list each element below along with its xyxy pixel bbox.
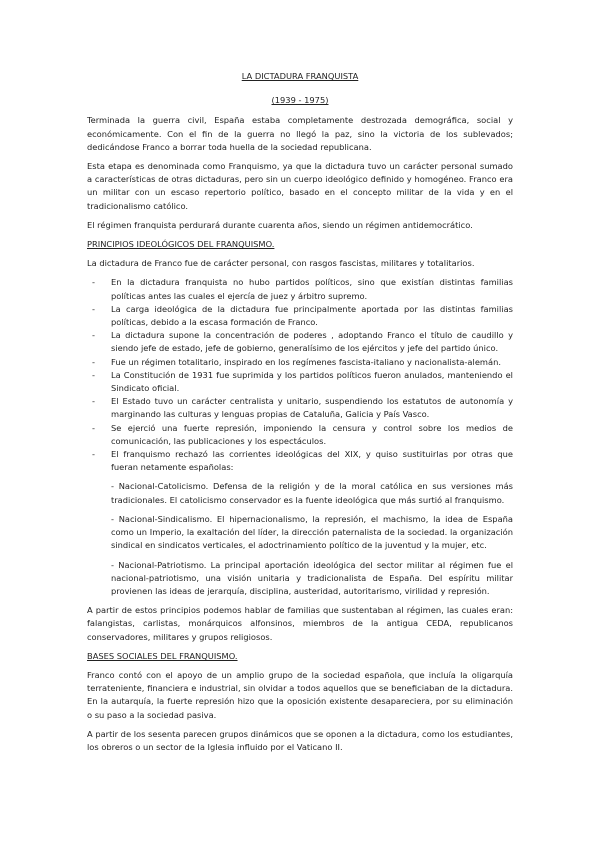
dash-bullet: - [92,356,95,367]
intro-paragraph: Terminada la guerra civil, España estaba completamente destrozada demográfica, social y económicamente. Con el fin de la guerra no llegó la paz, sino la victoria de los sublevados; dedicándose Franco a borrar toda huella de la sociedad republicana. [87,115,513,152]
list-item-text: Fue un régimen totalitario, inspirado en los regímenes fascista-italiano y nacionalista-alemán. [111,356,501,367]
dash-bullet: - [92,330,95,341]
dash-bullet: - [92,303,95,314]
document-dates: (1939 - 1975) [271,95,329,106]
list-item [87,303,513,329]
list-item [87,395,513,421]
list-item [87,329,513,355]
dash-bullet: - [92,449,95,460]
list-item [87,356,513,369]
section-heading-principios: PRINCIPIOS IDEOLÓGICOS DEL FRANQUISMO. [87,239,275,250]
list-item [87,369,513,395]
dash-bullet: - [92,277,95,288]
section-paragraph: Franco contó con el apoyo de un amplio grupo de la sociedad española, que incluía la oligarquía terrateniente, financiera e industrial, sin olvidar a todos aquellos que se beneficiaban de la dictadura. En la autarquía, la fuerte represión hizo que la oposición existente desapareciera, por su eliminación o su paso a la sociedad pasiva. [87,669,513,720]
section-lead: La dictadura de Franco fue de carácter personal, con rasgos fascistas, militares y totalitarios. [87,258,475,269]
list-item-text: El franquismo rechazó las corrientes ideológicas del XIX, y quiso sustituirlas por otras que fueran netamente españolas: [111,449,513,473]
list-item [87,448,513,474]
list-item-text: Se ejerció una fuerte represión, imponiendo la censura y control sobre los medios de comunicación, las publicaciones y los espectáculos. [111,422,513,446]
intro-paragraph: El régimen franquista perdurará durante cuarenta años, siendo un régimen antidemocrático. [87,219,473,230]
dash-bullet: - [92,396,95,407]
subitem-nacional-patriotismo: - Nacional-Patriotismo. La principal aportación ideológica del sector militar al régimen fue el nacional-patriotismo, una visión unitaria y tradicionalista de España. Del espíritu militar provienen las ideas de jerarquía, disciplina, austeridad, autoritarismo, virilidad y represión. [111,559,513,596]
subitem-nacional-sindicalismo: - Nacional-Sindicalismo. El hipernacionalismo, la represión, el machismo, la idea de España como un Imperio, la exaltación del líder, la dirección paternalista de la sociedad. la organización sindical en sindicatos verticales, el adoctrinamiento político de la juventud y la mujer, etc. [111,513,513,551]
section-heading-bases-sociales: BASES SOCIALES DEL FRANQUISMO. [87,650,238,661]
principles-list [87,276,513,474]
dash-bullet: - [92,422,95,433]
list-item-text: El Estado tuvo un carácter centralista y unitario, suspendiendo los estatutos de autonomía y marginando las culturas y lenguas propias de Cataluña, Galicia y País Vasco. [111,396,513,420]
subitem-nacional-catolicismo: - Nacional-Catolicismo. Defensa de la religión y de la moral católica en sus versiones más tradicionales. El catolicismo conservador es la fuente ideológica que más surtió al franquismo. [111,481,513,505]
list-item-text: La Constitución de 1931 fue suprimida y los partidos políticos fueron anulados, manteniendo el Sindicato oficial. [111,369,513,394]
list-item-text: La carga ideológica de la dictadura fue principalmente aportada por las distintas familias políticas, debido a la escasa formación de Franco. [111,303,513,328]
section-paragraph: A partir de los sesenta parecen grupos dinámicos que se oponen a la dictadura, como los estudiantes, los obreros o un sector de la Iglesia influido por el Vaticano II. [87,728,513,752]
section-closing-paragraph: A partir de estos principios podemos hablar de familias que sustentaban al régimen, las cuales eran: falangistas, carlistas, monárquicos alfonsinos, miembros de la antigua CEDA, republicanos conservadores, militares y grupos religiosos. [87,605,513,642]
list-item-text: La dictadura supone la concentración de poderes , adoptando Franco el título de caudillo y siendo jefe de estado, jefe de gobierno, generalísimo de los ejércitos y jefe del partido único. [111,330,513,354]
document-title: LA DICTADURA FRANQUISTA [241,71,359,81]
list-item [87,422,513,448]
list-item [87,276,513,302]
list-item-text: En la dictadura franquista no hubo partidos políticos, sino que existían distintas familias políticas antes las cuales el ejercía de juez y árbitro supremo. [111,277,513,301]
dash-bullet: - [92,369,95,380]
intro-paragraph: Esta etapa es denominada como Franquismo, ya que la dictadura tuvo un carácter personal sumado a características de otras dictaduras, pero sin un cuerpo ideológico definido y homogéneo. Franco era un militar con un escaso repertorio político, basado en el concepto militar de la vida y en el tradicionalismo católico. [87,161,513,211]
